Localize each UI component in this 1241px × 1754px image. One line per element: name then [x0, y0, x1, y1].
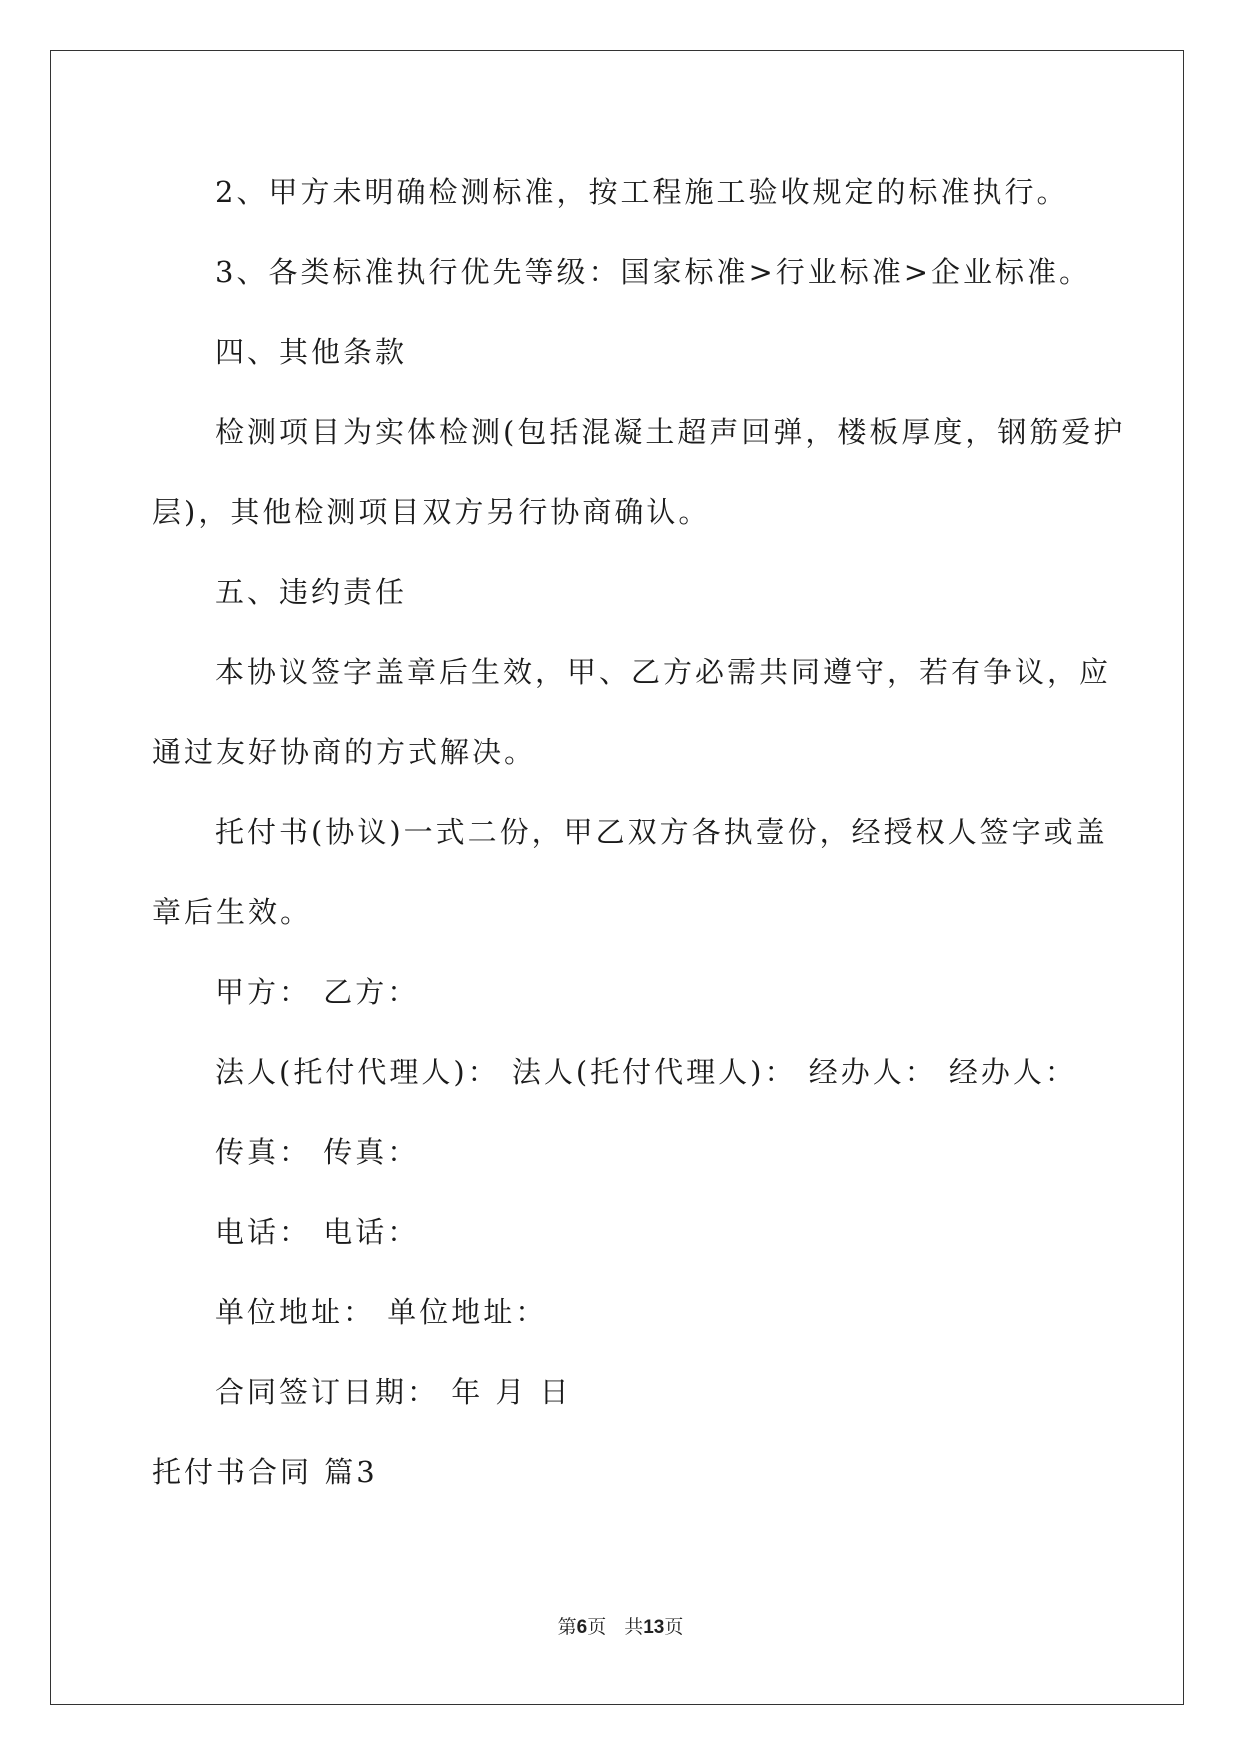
paragraph-effect-line-1: 本协议签字盖章后生效，甲、乙方必需共同遵守，若有争议，应	[215, 655, 1112, 689]
footer-page-number: 6	[576, 1617, 588, 1638]
signature-parties: 甲方： 乙方：	[215, 975, 420, 1009]
paragraph-inspection-items-line-1: 检测项目为实体检测(包括混凝土超声回弹，楼板厚度，钢筋爱护	[215, 415, 1126, 449]
clause-2-standard: 2、甲方未明确检测标准，按工程施工验收规定的标准执行。	[215, 175, 1069, 209]
footer-total-pages: 13	[643, 1617, 665, 1638]
paragraph-inspection-items-line-2: 层)，其他检测项目双方另行协商确认。	[152, 495, 711, 529]
signature-phone: 电话： 电话：	[215, 1215, 420, 1249]
document-title-part-3: 托付书合同 篇3	[152, 1455, 378, 1489]
section-heading-other-terms: 四、其他条款	[215, 335, 408, 369]
section-heading-liability: 五、违约责任	[215, 575, 408, 609]
paragraph-effect-line-2: 通过友好协商的方式解决。	[152, 735, 537, 769]
clause-3-priority: 3、各类标准执行优先等级：国家标准>行业标准>企业标准。	[215, 255, 1092, 289]
footer-page-unit: 页	[587, 1616, 607, 1638]
signature-date: 合同签订日期： 年 月 日	[215, 1375, 572, 1409]
footer-prefix: 第	[557, 1616, 577, 1638]
page-footer	[0, 1614, 1241, 1641]
footer-total-unit: 页	[664, 1616, 684, 1638]
footer-total-prefix: 共	[624, 1616, 644, 1638]
signature-legal-representatives: 法人(托付代理人)： 法人(托付代理人)： 经办人： 经办人：	[215, 1055, 1077, 1089]
signature-fax: 传真： 传真：	[215, 1135, 420, 1169]
paragraph-copies-line-1: 托付书(协议)一式二份，甲乙双方各执壹份，经授权人签字或盖	[215, 815, 1108, 849]
signature-address: 单位地址： 单位地址：	[215, 1295, 548, 1329]
paragraph-copies-line-2: 章后生效。	[152, 895, 313, 929]
